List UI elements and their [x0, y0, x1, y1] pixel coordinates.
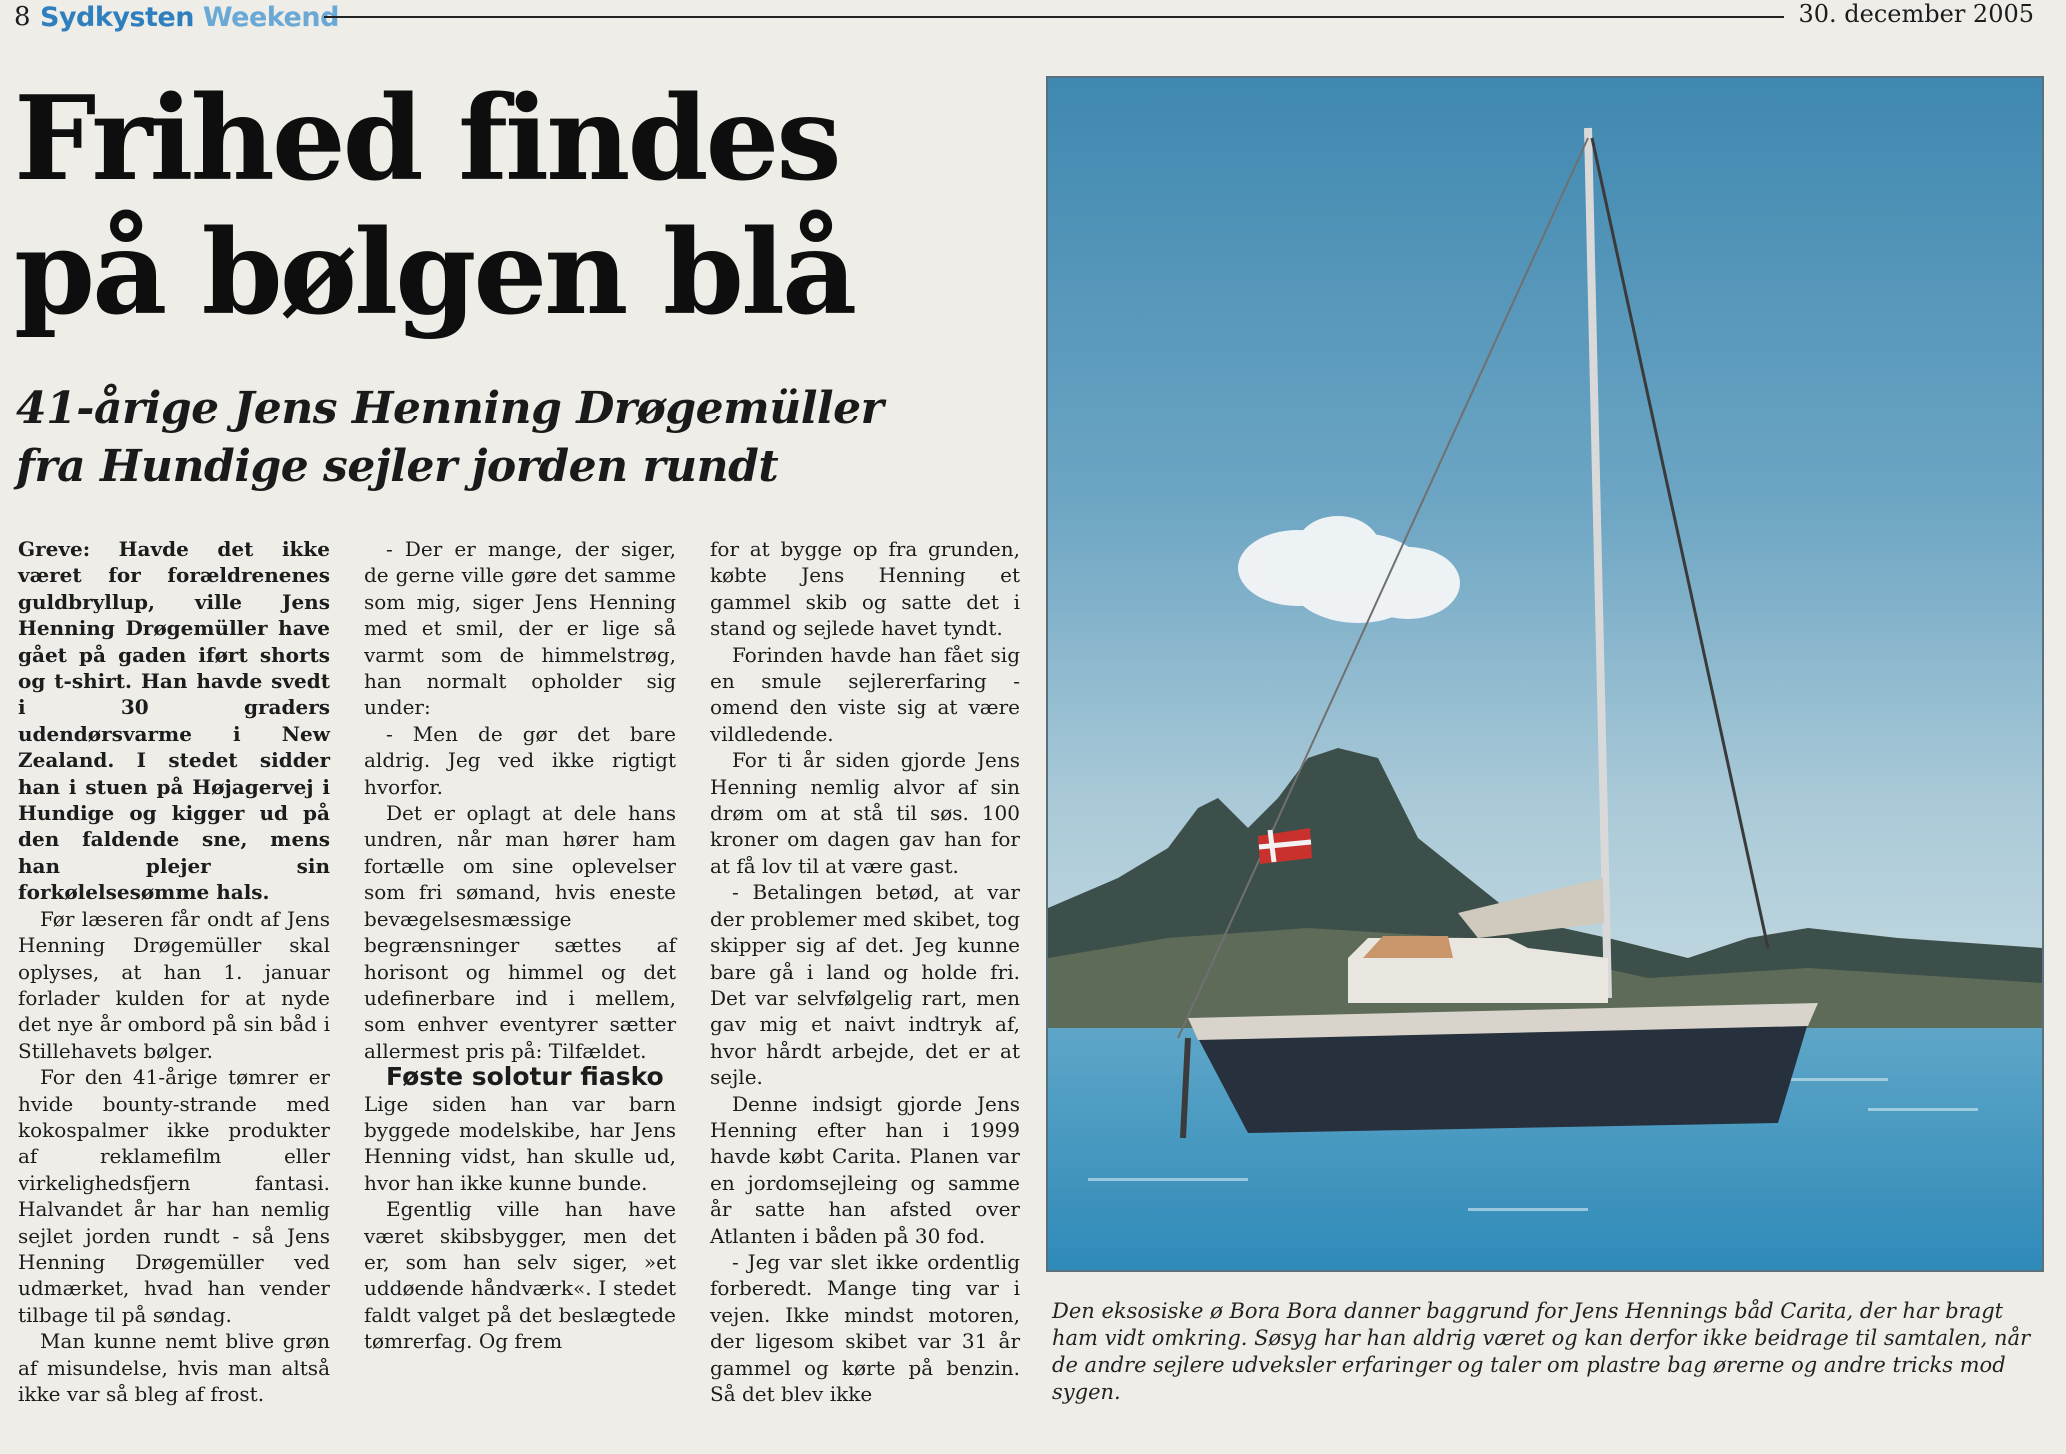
subheadline	[16, 380, 1026, 496]
headline-line-2: på bølgen blå	[14, 205, 855, 341]
headline	[14, 72, 1024, 340]
issue-date: 30. december 2005	[1798, 0, 2034, 28]
crosshead: Føste solotur fiasko	[386, 1062, 664, 1092]
photo-caption: Den eksosiske ø Bora Bora danner baggrund for Jens Hennings båd Carita, der har bragt ham vidt omkring. Søsyg har han aldrig været og kan derfor ikke beidrage til samtalen, når de andre sejlere udveksler erfaringer og taler om plastre bag ørerne og andre tricks mod sygen.	[1052, 1299, 2031, 1404]
article-lead: Greve: Havde det ikke været for forældrenenes guldbryllup, ville Jens Henning Drøgemüller have gået på gaden iført shorts og t-shirt. Han havde svedt i 30 graders udendørsvarme i New Zealand. I stedet sidder han i stuen på Højagervej i Hundige og kigger ud på den faldende sne, mens han plejer sin forkølelsesømme hals.	[18, 537, 330, 905]
paper-logo	[40, 2, 339, 33]
article-paragraph: Man kunne nemt blive grøn af misundelse, hvis man altså ikke var så bleg af frost.	[18, 1329, 330, 1406]
paper-section: Weekend	[202, 2, 339, 33]
article-paragraph: For ti år siden gjorde Jens Henning nemlig alvor af sin drøm om at stå til søs. 100 kroner om dagen gav han for at få lov til at være gast.	[710, 748, 1020, 878]
article-paragraph: - Betalingen betød, at var der problemer med skibet, tog skipper sig af det. Jeg kunne bare gå i land og holde fri. Det var selvfølgelig rart, men gav mig et naivt indtryk af, hvor hårdt arbejde, det er at sejle.	[710, 880, 1020, 1090]
article-paragraph: - Jeg var slet ikke ordentlig forberedt. Mange ting var i vejen. Ikke mindst motoren, der ligesom skibet var 31 år gammel og kørte på benzin. Så det blev ikke	[710, 1249, 1020, 1406]
hull	[1198, 1023, 1808, 1133]
article-paragraph: - Der er mange, der siger, de gerne ville gøre det samme som mig, siger Jens Henning med et smil, der er lige så varmt som de himmelstrøg, han normalt opholder sig under:	[364, 537, 676, 720]
article-column-1	[18, 536, 330, 1407]
article-paragraph: Før læseren får ondt af Jens Henning Drøgemüller skal oplyses, at han 1. januar forlader kulden for at nyde det nye år ombord på sin båd i Stillehavets bølger.	[18, 906, 330, 1063]
paper-name: Sydkysten	[40, 2, 194, 33]
article-paragraph: Denne indsigt gjorde Jens Henning efter han i 1999 havde købt Carita. Planen var en jordomsejleing og samme år satte han afsted over Atlanten i båden på 30 fod.	[710, 1091, 1020, 1248]
article-paragraph: for at bygge op fra grunden, købte Jens Henning et gammel skib og satte det i stand og sejlede havet tyndt.	[710, 537, 1020, 641]
subheadline-line-1: 41-årige Jens Henning Drøgemüller	[16, 383, 884, 434]
article-paragraph: Forinden havde han fået sig en smule sejlererfaring - omend den viste sig at være vildledende.	[710, 642, 1020, 746]
page-number: 8	[14, 2, 31, 32]
article-paragraph: Egentlig ville han have været skibsbygger, men det er, som han selv siger, »et uddøende håndværk«. I stedet faldt valget på det beslægtede tømrerfag. Og frem	[364, 1197, 676, 1354]
article-paragraph: - Men de gør det bare aldrig. Jeg ved ikke rigtigt hvorfor.	[364, 721, 676, 799]
article-column-2	[364, 536, 676, 1355]
sailboat-photo	[1046, 76, 2044, 1272]
headline-line-1: Frihed findes	[14, 71, 839, 207]
article-paragraph: Lige siden han var barn byggede modelskibe, har Jens Henning vidst, han skulle ud, hvor han ikke kunne bunde.	[364, 1091, 676, 1195]
article-column-3	[710, 536, 1020, 1407]
subheadline-line-2: fra Hundige sejler jorden rundt	[16, 441, 779, 492]
article-paragraph: Det er oplagt at dele hans undren, når man hører ham fortælle om sine oplevelser som fri sømand, hvis eneste bevægelsesmæssige begrænsninger sættes af horisont og himmel og det udefinerbare ind i mellem, som enhver eventyrer sætter allermest pris på: Tilfældet.	[364, 801, 676, 1063]
article-paragraph: For den 41-årige tømrer er hvide bounty-strande med kokospalmer ikke produkter af reklamefilm eller virkelighedsfjern fantasi. Halvandet år har han nemlig sejlet jorden rundt - så Jens Henning Drøgemüller ved udmærket, hvad han vender tilbage til på søndag.	[18, 1065, 330, 1327]
masthead-rule	[324, 16, 1784, 18]
masthead	[14, 0, 2054, 36]
